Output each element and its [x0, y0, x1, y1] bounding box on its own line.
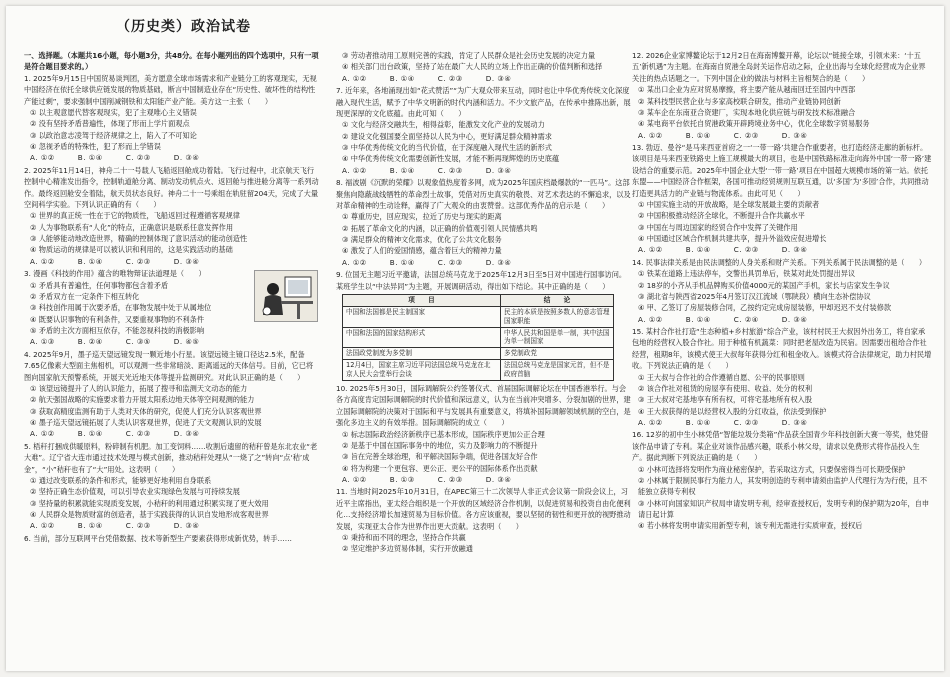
- table-row: 12月4日，国家主席习近平同法国总统马克龙在北京人民大会堂举行会谈 法国总统马克龙是国家元首，但不是政府首脑: [343, 360, 614, 381]
- column-left: [24, 50, 320, 666]
- question-10: 10. 2025年5月30日，国际调解院公约签署仪式、首届国际调解论坛在中国香港举行。与会各方高度肯定国际调解院的时代价值和深远意义，认为在当前冲突增多、分裂加剧的世界，建立国际调解院的决策对于国际和平与发展具有重要意义，将填补国际调解领域机制的空白，是强化多边主义的有效举措。国际调解院的成立（ ） ① 标志国际政治经济新秩序已基本形成，国际秩序更加公正合理 ② 是基于中国在国际事务中的地位，实力及影响力的不断提升 ③ 旨在完善全球治理，和平解决国际争端，促进各国友好合作 ④ 将为构建一个更包容、更公正、更公平的国际体系作出贡献 A. ①② B. ①③ C. ②③ D. ③④: [336, 384, 631, 484]
- question-15: 15. 某村合作社打造“生态种植+乡村旅游”综合产业，该村村民王大叔因外出务工，将自家承包地的经营权入股合作社。用于种植有机蔬菜：同时把老屋改造为民宿。因需要出租给合作社经营，租期8年，该模式使王大叔每年获得分红和租金收入。该模式符合法律规定，助力村民增收。下列说法正确的是（ ） ① 王大叔与合作社的合作遵循自愿、公平的民事原则 ② 该合作社对租赁的房屋享有使用、收益、处分的权利 ③ 王大叔对宅基地享有所有权，可将宅基地所有权入股 ④ 王大叔获得的是以经营权入股的分红收益，依法受到保护 A. ①② B. ①④ C. ②③ D. ③④: [632, 327, 932, 427]
- question-7: 7. 近年来，各地涌现出如“花式赞活”“为广大观众带来互动，同时也让中华优秀传统文化深度融入现代生活，赋予了中华文明新的时代内涵和活力。不少文旅产品，在传承中推陈出新，展现更深厚的文化底蕴。由此可知（ ） ① 文化与经济交融共生，相得益彰，能激发文化产业的发展动力 ② 建设文化强国要全面坚持以人民为中心，更好满足群众精神需求 ③ 中华优秀传统文化的当代价值，在于深度融入现代生活的新形式 ④ 中华优秀传统文化需要创新性发展，才能不断再现辉煌的历史底蕴 A. ①② B. ①④ C. ②③ D. ③④: [336, 86, 631, 175]
- question-2: 2. 2025年11月14日，神舟二十一号载人飞船返回舱成功着陆。飞行过程中，北京航天飞行控制中心精准发出指令，控制轨道舱分离、制动发动机点火、返回舱与推进舱分离等一系列动作。最终返回舱安全着陆，航天员状态良好。神舟二十一号乘组在轨驻留204天，完成了大量空间科学实验。下列认识正确的有（ ） ① 世界的真正统一性在于它的物质性，飞船返回过程遵循客观规律 ② 人为事物联系有“人化”的特点，正确意识是联系任意发挥作用 ③ 人能够能动地改造世界，精确的控制体现了意识活动的能动创造性 ④ 物质运动的规律是可以被认识和利用的，这是实践活动的基础 A. ①② B. ①④ C. ②③ D. ③④: [24, 165, 319, 266]
- question-14: 14. 民事法律关系是由民法调整的人身关系和财产关系。下列关系属于民法调整的是（ ） ① 铁某在道路上违法停车，交警出具罚单后，铁某对此处罚提出异议 ② 18岁的小齐从手机品牌购买价值4000元的某国产手机，家长与店家发生争议 ③ 湖北省与陕西省2025年4月签订汉江流域（鄂陕段）横向生态补偿协议 ④ 甲、乙签订了房屋装修合同，乙按约定完成房屋装修，甲却迟迟不支付装修款 A. ①② B. ①④ C. ②④ D. ③④: [632, 257, 932, 325]
- answer-choices: A. ①② B. ①④ C. ②③ D. ③④: [30, 256, 200, 266]
- question-16: 16. 12岁的初中生小林凭借“智能垃圾分类箱”作品获全国青少年科技创新大赛一等奖，他凭借该作品申请了专利。某企业对该作品感兴趣，联系小林父母，请求以免费形式将作品投入生产。据此判断下列说法正确的是（ ） ① 小林可选择将发明作为商业秘密保护，若采取这方式，只要保密得当可长期受保护 ② 小林属于限制民事行为能力人，其发明创造的专利申请须由监护人代理行为为行使，且不能独立获得专利权 ③ 小林可向国家知识产权局申请发明专利，经审查授权后，发明专利的保护期为20年，自申请日起计算 ④ 若小林将发明申请实用新型专利，该专利无需进行实质审查，授权后: [632, 430, 930, 531]
- table-header: 项 目: [343, 294, 501, 306]
- question-11: 11. 当地时间2025年10月31日，在APEC第三十二次领导人非正式会议第一阶段会议上，习近平主席指出，亚太经合组织是一个开放的区域经济合作机制，以促进贸易和投资自由化便利化…支持经济增长加速贸易为目标价值。各方应该重视，要以坚韧的韧性和更开放的视野推动发展，实现亚太合作为世界作出更大贡献。这表明（ ） ① 秉持和而不同的理念，坚持合作共赢 ② 坚定维护多边贸易体制，实行开放融通: [336, 487, 631, 554]
- question-3: 3. 漫画《科技的作用》蕴含的唯物辩证法道理是（ ） ① 矛盾具有普遍性，任何事物都包含着矛盾 ② 矛盾双方在一定条件下相互转化 ③ 科技创作用属于次要矛盾，在事物发展中处于从属地位 ④ 既要认识事物的有利条件，又要重视事物的不利条件 ⑤ 矛盾的主次方面相互依存，不能忽视科技的消极影响 A. ①③ B. ②④ C. ③⑤ D. ④⑤: [24, 268, 320, 348]
- answer-choices: A. ①② B. ①④ C. ②③ D. ③④: [342, 257, 512, 267]
- question-1: 1. 2025年9月15日中国贸易谈判团，美方愿意全球市场需求和产业链分工的客观现实，无视中国经济在依托全球供应链发展的物质基础，断言中国制造业存在“历史性、破坏性的结构性产能过剩”，要求强制中国削减钢铁和太阳能产业产能。美方这一主张（ ） ① 以主观意愿代替客观现实，犯了主观唯心主义错误 ② 没有坚持矛盾普遍性，体现了形而上学片面观点 ③ 以政治意志凌驾于经济规律之上，陷入了不可知论 ④ 忽视矛盾的特殊性，犯了形而上学错误 A. ①② B. ①④ C. ②③ D. ③④: [24, 73, 320, 164]
- answer-choices: A. ①② B. ①③ C. ②③ D. ③④: [342, 475, 512, 484]
- question-5: 5. 梧秆打捆成供暖原料，粉碎制有机肥。加工变饲料……收割后遗留的秸秆曾是东北农业“老大难”。辽宁省大连市通过技术处理与模式创新，推动秸秆处理从“一烧了之”转向“点‘秸’成金”，“小”秸秆也有了“大”用处。这表明（ ） ① 通过改变联系的条件和形式，能够更好地利用自身联系 ② 坚持正确生态价值观，可以引导农业实现绿色发展与可持续发展 ③ 坚持量的积累就能实现质变发展，小秸秆的利用通过积累实现了更大效用 ④ 人民群众是物质财富的创造者，基于实践获得的认识自发地形成客观世界 A. ①② B. ①④ C. ②③ D. ③④: [24, 441, 320, 532]
- answer-choices: A. ①② B. ①④ C. ②③ D. ③④: [30, 521, 200, 531]
- comparison-table: [342, 294, 614, 381]
- cartoon-illustration: [254, 270, 318, 322]
- answer-choices: A. ①② B. ①④ C. ②③ D. ③④: [30, 429, 200, 439]
- table-row: 中国和法国都是民主制国家 民主的本质是按照多数人的意志管理国家职能: [343, 306, 614, 327]
- question-13: 13. 勃迈、曼谷“是马来西亚首府之一‘一带一路’共建合作重要者，也打造经济走廊的新标杆。该项目是马来西亚铁路史上施工规模最大的项目，也是中国铁路标准走向海外中国‘一带一路’建设结合的重要示范。2025年中国企业大型‘一带一路’项目在中国超大规模市场的第一站。依托东盟——中国经济合作框架，各国可推动经贸规则互联互通，以‘多国’为‘多园’合作，共同推动打造更具活力的产业链与物流体系。由此可见（ ） ① 中国实施主动的开放战略，是全球发展最主要的贡献者 ② 中国积极推动经济全球化，不断提升合作共赢水平 ③ 中国在与周边国家的经贸合作中发挥了关键作用 ④ 中国通过区域合作机制共建共享，提升外溢效应促进增长 A. ①② B. ①④ C. ②③ D. ③④: [632, 143, 932, 255]
- question-8: 8. 福波剧《沉默的荣耀》以观象值热度着多网，成为2025年国庆档最爆款的“一匹马”。这部聚焦向隐蔽战线牺牲的革命烈士故事，凭借对历史真实的敬畏、对艺术表达的不懈追求，以及对革命精神的生动诠释，赢得了广大观众的由衷赞誉。这部优秀作品的启示是（ ） ① 尊重历史，回应现实，拉近了历史与现实的距离 ② 拓展了革命文化的内涵，以正确的价值观引领人民情感共鸣 ③ 满足群众的精神文化需求，优化了公共文化服务 ④ 激发了人们的爱国情感，蕴含着巨大的精神力量 A. ①② B. ①④ C. ②③ D. ③④: [336, 178, 631, 267]
- question-9: 9. 位国无主题习近平邀请，法国总统马克龙于2025年12月3日至5日对中国进行国事访问。某班学生以“中法异同”为主题，开展调研活动，得出如下结论。其中正确的是（ ） 项 目 结 论 中国和法国都是民主制国家 民主的本质是按照多数人的意志管理国家职能 中国和法国的国家结构形式 中华人民共和国是单一制，其中法国为单一制国家 法国政党制度为多党制 多党制政党 12月4日，国家主席习近平同法国总统马克龙在北京人民大会堂举行会谈 法国总统马克龙是国家元首，但不是政府首脑: [336, 269, 632, 381]
- column-middle: [336, 50, 632, 666]
- answer-choices: A. ①② B. ①④ C. ②③ D. ③④: [342, 73, 512, 83]
- table-header: 结 论: [500, 294, 613, 306]
- answer-choices: A. ①② B. ①④ C. ②③ D. ③④: [342, 165, 512, 175]
- question-6-continued: ③ 劳动者推动用工原则完善的实践，肯定了人民群众是社会历史发展的决定力量 ④ 相关部门出台政策，坚持了站在最广大人民的立场上作出正确的价值判断和选择 A. ①② B. ①④ C. ②③ D. ③④: [336, 50, 632, 84]
- answer-choices: A. ①② B. ①④ C. ②③ D. ③④: [638, 418, 808, 427]
- exam-title: （历史类）政治试卷: [116, 19, 251, 35]
- question-12: 12. 2026企业家博鳌论坛于12月2日在海南博鳌开幕，论坛以“链接全球，引领未来：‘十五五’新机遇”为主题。在海南自贸港全岛封关运作启动之际，企业出海与全球化经营成为企业界关注的热点话题之一。下列中国企业的做法与材料主旨相契合的是（ ） ① 某出口企业为应对贸易摩擦，将主要产能从越南回迁至国内中西部 ② 某科技型民营企业与多家高校联合研发，推动产业链协同创新 ③ 某车企在东南亚合资建厂，实现本地化供应链与研发技术标准融合 ④ 某电商平台依托自贸港政策开辟跨境业务中心，优化全球数字贸易服务 A. ①② B. ①④ C. ②③ D. ③④: [632, 50, 932, 141]
- answer-choices: A. ①② B. ①④ C. ②③ D. ③④: [30, 153, 200, 163]
- question-6: 6. 当前，部分互联网平台凭借数据、技术等新型生产要素获得形成新优势，转手……: [24, 533, 292, 543]
- exam-sheet: [6, 6, 944, 671]
- question-4: 4. 2025年9月，墨子巡天望远镜发现一颗近地小行星。该望远镜主镜口径达2.5米，配备7.65亿像素大型面主焦相机，可以观测一些非常暗淡、距离遥远的天体信号。目前，它已将图向国家航天预警系统，开展天光近地天体等提升监测研究。对此认识正确的是（ ） ① 该望远镜提升了人的认识能力，拓展了搜寻和监测天文动态的能力 ② 航天强国战略的实施要求着力开展太阳系边地天体等空间观测的能力 ③ 获取高精度监测有助于人类对天体的研究，促使人们充分认识客观世界 ④ 墨子巡天望远镜拓展了人类认识客观世界，促进了天文观测认识的发展 A. ①② B. ①④ C. ②③ D. ③④: [24, 349, 320, 440]
- table-row: 中国和法国的国家结构形式 中华人民共和国是单一制，其中法国为单一制国家: [343, 327, 614, 348]
- cartoon-drawing: [255, 271, 317, 321]
- answer-choices: A. ①③ B. ②④ C. ③⑤ D. ④⑤: [30, 337, 200, 347]
- answer-choices: A. ①② B. ①④ C. ②③ D. ③④: [638, 245, 808, 255]
- column-right: [632, 50, 932, 666]
- answer-choices: A. ①② B. ①④ C. ②④ D. ③④: [638, 314, 808, 324]
- answer-choices: A. ①② B. ①④ C. ②③ D. ③④: [638, 130, 808, 140]
- table-row: 法国政党制度为多党制 多党制政党: [343, 348, 614, 360]
- section-heading: 一、选择题。（本题共16小题，每小题3分，共48分。在每小题列出的四个选项中，只有一项是符合题目要求的。）: [24, 51, 319, 72]
